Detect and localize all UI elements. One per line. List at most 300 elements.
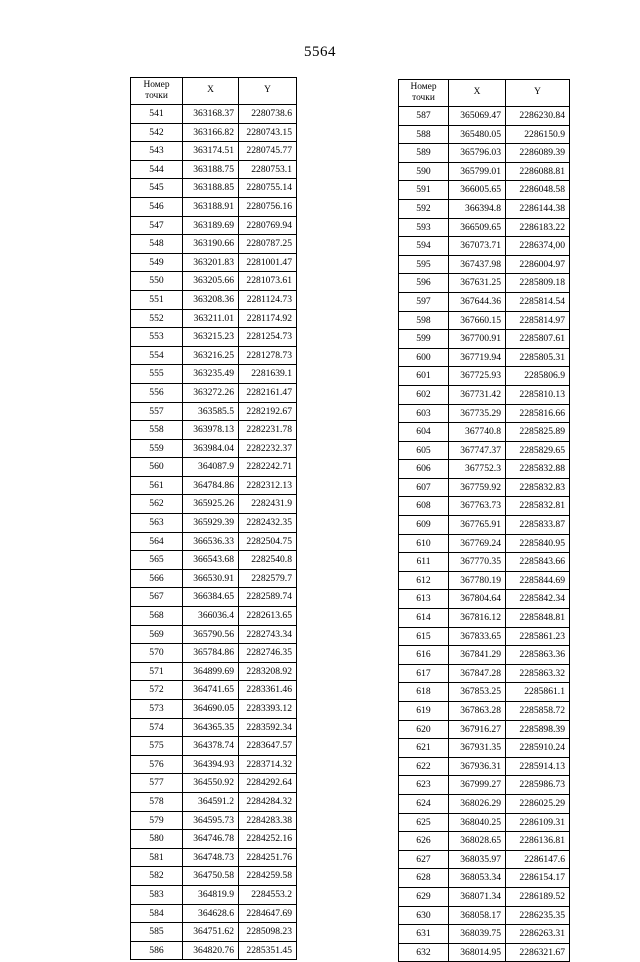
- table-row: [399, 646, 570, 665]
- point-number-cell: 592: [399, 199, 449, 218]
- table-row: [131, 755, 297, 774]
- point-number-cell: 584: [131, 904, 183, 923]
- table-row: [131, 514, 297, 533]
- y-coordinate-cell: 2286150.9: [506, 125, 570, 144]
- point-number-cell: 573: [131, 700, 183, 719]
- x-coordinate-cell: 364750.58: [183, 867, 239, 886]
- table-row: [399, 218, 570, 237]
- table-row: [399, 162, 570, 181]
- table-row: [131, 625, 297, 644]
- y-coordinate-cell: 2286263.31: [506, 925, 570, 944]
- point-number-cell: 554: [131, 346, 183, 365]
- table-row: [131, 253, 297, 272]
- x-coordinate-cell: 368040.25: [449, 813, 506, 832]
- y-coordinate-cell: 2285807.61: [506, 330, 570, 349]
- table-row: [399, 181, 570, 200]
- x-coordinate-cell: 366543.68: [183, 551, 239, 570]
- table-row: [131, 569, 297, 588]
- x-coordinate-cell: 367437.98: [449, 255, 506, 274]
- point-number-cell: 574: [131, 718, 183, 737]
- point-number-cell: 567: [131, 588, 183, 607]
- y-coordinate-cell: 2285810.13: [506, 385, 570, 404]
- table-row: [399, 385, 570, 404]
- x-coordinate-cell: 365796.03: [449, 144, 506, 163]
- point-number-cell: 601: [399, 367, 449, 386]
- y-coordinate-cell: 2286048.58: [506, 181, 570, 200]
- table-row: [399, 869, 570, 888]
- y-coordinate-cell: 2285843.66: [506, 553, 570, 572]
- table-row: [131, 551, 297, 570]
- table-row: [131, 848, 297, 867]
- table-row: [399, 237, 570, 256]
- x-coordinate-cell: 367752.3: [449, 460, 506, 479]
- point-number-cell: 629: [399, 887, 449, 906]
- point-number-cell: 626: [399, 832, 449, 851]
- y-coordinate-cell: 2285863.36: [506, 646, 570, 665]
- x-coordinate-cell: 367804.64: [449, 590, 506, 609]
- point-number-cell: 624: [399, 794, 449, 813]
- x-coordinate-cell: 367731.42: [449, 385, 506, 404]
- table-row: [399, 404, 570, 423]
- x-coordinate-cell: 367780.19: [449, 571, 506, 590]
- table-row: [399, 609, 570, 628]
- y-coordinate-cell: 2282192.67: [239, 402, 297, 421]
- table-header-row: [131, 78, 297, 105]
- x-coordinate-cell: 367747.37: [449, 441, 506, 460]
- point-number-cell: 621: [399, 739, 449, 758]
- table-row: [399, 757, 570, 776]
- table-row: [131, 309, 297, 328]
- point-number-cell: 614: [399, 609, 449, 628]
- table-row: [131, 346, 297, 365]
- point-number-cell: 559: [131, 439, 183, 458]
- table-row: [399, 367, 570, 386]
- point-number-cell: 541: [131, 105, 183, 124]
- point-number-cell: 597: [399, 292, 449, 311]
- point-number-cell: 580: [131, 830, 183, 849]
- point-number-cell: 617: [399, 664, 449, 683]
- x-coordinate-cell: 364746.78: [183, 830, 239, 849]
- table-row: [399, 534, 570, 553]
- point-number-cell: 618: [399, 683, 449, 702]
- point-number-cell: 549: [131, 253, 183, 272]
- y-coordinate-cell: 2286136.81: [506, 832, 570, 851]
- y-coordinate-cell: 2285914.13: [506, 757, 570, 776]
- x-coordinate-cell: 365925.26: [183, 495, 239, 514]
- x-coordinate-cell: 363201.83: [183, 253, 239, 272]
- y-coordinate-cell: 2285805.31: [506, 348, 570, 367]
- x-coordinate-cell: 366394.8: [449, 199, 506, 218]
- table-row: [131, 290, 297, 309]
- point-number-cell: 602: [399, 385, 449, 404]
- table-row: [399, 943, 570, 962]
- x-coordinate-cell: 367740.8: [449, 423, 506, 442]
- point-number-cell: 625: [399, 813, 449, 832]
- x-coordinate-cell: 363984.04: [183, 439, 239, 458]
- table-row: [131, 941, 297, 960]
- y-coordinate-cell: 2286374,00: [506, 237, 570, 256]
- table-row: [399, 664, 570, 683]
- point-number-cell: 603: [399, 404, 449, 423]
- x-coordinate-cell: 367841.29: [449, 646, 506, 665]
- header-point-number: Номер точки: [399, 80, 449, 107]
- y-coordinate-cell: 2280738.6: [239, 105, 297, 124]
- table-row: [131, 923, 297, 942]
- x-coordinate-cell: 368053.34: [449, 869, 506, 888]
- y-coordinate-cell: 2285986.73: [506, 776, 570, 795]
- y-coordinate-cell: 2282589.74: [239, 588, 297, 607]
- point-number-cell: 560: [131, 458, 183, 477]
- table-row: [399, 832, 570, 851]
- table-row: [399, 516, 570, 535]
- y-coordinate-cell: 2280755.14: [239, 179, 297, 198]
- table-row: [131, 235, 297, 254]
- y-coordinate-cell: 2285814.97: [506, 311, 570, 330]
- x-coordinate-cell: 363205.66: [183, 272, 239, 291]
- x-coordinate-cell: 368058.17: [449, 906, 506, 925]
- x-coordinate-cell: 366005.65: [449, 181, 506, 200]
- x-coordinate-cell: 367660.15: [449, 311, 506, 330]
- x-coordinate-cell: 366509.65: [449, 218, 506, 237]
- y-coordinate-cell: 2282231.78: [239, 421, 297, 440]
- point-number-cell: 623: [399, 776, 449, 795]
- table-row: [131, 272, 297, 291]
- table-row: [399, 255, 570, 274]
- point-number-cell: 579: [131, 811, 183, 830]
- table-row: [131, 495, 297, 514]
- point-number-cell: 565: [131, 551, 183, 570]
- y-coordinate-cell: 2283393.12: [239, 700, 297, 719]
- header-x: X: [183, 78, 239, 105]
- point-number-cell: 628: [399, 869, 449, 888]
- table-row: [399, 739, 570, 758]
- point-number-cell: 547: [131, 216, 183, 235]
- table-row: [131, 774, 297, 793]
- point-number-cell: 593: [399, 218, 449, 237]
- y-coordinate-cell: 2285840.95: [506, 534, 570, 553]
- point-number-cell: 611: [399, 553, 449, 572]
- table-row: [131, 700, 297, 719]
- x-coordinate-cell: 363215.23: [183, 328, 239, 347]
- y-coordinate-cell: 2284259.58: [239, 867, 297, 886]
- y-coordinate-cell: 2282540.8: [239, 551, 297, 570]
- x-coordinate-cell: 365929.39: [183, 514, 239, 533]
- x-coordinate-cell: 364751.62: [183, 923, 239, 942]
- table-row: [399, 125, 570, 144]
- x-coordinate-cell: 366036.4: [183, 607, 239, 626]
- y-coordinate-cell: 2281174.92: [239, 309, 297, 328]
- point-number-cell: 612: [399, 571, 449, 590]
- x-coordinate-cell: 365069.47: [449, 107, 506, 126]
- x-coordinate-cell: 364820.76: [183, 941, 239, 960]
- x-coordinate-cell: 367631.25: [449, 274, 506, 293]
- table-row: [131, 607, 297, 626]
- y-coordinate-cell: 2284283.38: [239, 811, 297, 830]
- point-number-cell: 543: [131, 142, 183, 161]
- y-coordinate-cell: 2286025.29: [506, 794, 570, 813]
- x-coordinate-cell: 363190.66: [183, 235, 239, 254]
- point-number-cell: 581: [131, 848, 183, 867]
- point-number-cell: 632: [399, 943, 449, 962]
- table-row: [399, 497, 570, 516]
- table-row: [131, 811, 297, 830]
- table-row: [131, 402, 297, 421]
- y-coordinate-cell: 2281073.61: [239, 272, 297, 291]
- point-number-cell: 552: [131, 309, 183, 328]
- x-coordinate-cell: 367770.35: [449, 553, 506, 572]
- table-row: [131, 904, 297, 923]
- point-number-cell: 575: [131, 737, 183, 756]
- x-coordinate-cell: 363188.75: [183, 160, 239, 179]
- x-coordinate-cell: 365799.01: [449, 162, 506, 181]
- point-number-cell: 561: [131, 476, 183, 495]
- point-number-cell: 619: [399, 702, 449, 721]
- point-number-cell: 600: [399, 348, 449, 367]
- table-row: [131, 197, 297, 216]
- y-coordinate-cell: 2282432.35: [239, 514, 297, 533]
- table-row: [399, 776, 570, 795]
- table-row: [399, 702, 570, 721]
- y-coordinate-cell: 2281124.73: [239, 290, 297, 309]
- table-row: [399, 925, 570, 944]
- table-row: [131, 160, 297, 179]
- table-row: [399, 794, 570, 813]
- x-coordinate-cell: 364595.73: [183, 811, 239, 830]
- table-row: [131, 421, 297, 440]
- y-coordinate-cell: 2286147.6: [506, 850, 570, 869]
- point-number-cell: 569: [131, 625, 183, 644]
- x-coordinate-cell: 363235.49: [183, 365, 239, 384]
- point-number-cell: 627: [399, 850, 449, 869]
- y-coordinate-cell: 2286230.84: [506, 107, 570, 126]
- y-coordinate-cell: 2286109.31: [506, 813, 570, 832]
- x-coordinate-cell: 368028.65: [449, 832, 506, 851]
- point-number-cell: 610: [399, 534, 449, 553]
- point-number-cell: 546: [131, 197, 183, 216]
- x-coordinate-cell: 364378.74: [183, 737, 239, 756]
- y-coordinate-cell: 2282746.35: [239, 644, 297, 663]
- x-coordinate-cell: 363216.25: [183, 346, 239, 365]
- y-coordinate-cell: 2283714.32: [239, 755, 297, 774]
- table-row: [399, 906, 570, 925]
- table-row: [399, 199, 570, 218]
- table-row: [399, 553, 570, 572]
- table-row: [131, 830, 297, 849]
- x-coordinate-cell: 364819.9: [183, 885, 239, 904]
- y-coordinate-cell: 2286089.39: [506, 144, 570, 163]
- x-coordinate-cell: 363189.69: [183, 216, 239, 235]
- x-coordinate-cell: 363208.36: [183, 290, 239, 309]
- x-coordinate-cell: 367863.28: [449, 702, 506, 721]
- y-coordinate-cell: 2283592.34: [239, 718, 297, 737]
- table-row: [399, 292, 570, 311]
- x-coordinate-cell: 363174.51: [183, 142, 239, 161]
- x-coordinate-cell: 364550.92: [183, 774, 239, 793]
- y-coordinate-cell: 2281001.47: [239, 253, 297, 272]
- point-number-cell: 588: [399, 125, 449, 144]
- point-number-cell: 548: [131, 235, 183, 254]
- table-row: [399, 274, 570, 293]
- x-coordinate-cell: 367725.93: [449, 367, 506, 386]
- y-coordinate-cell: 2282161.47: [239, 383, 297, 402]
- y-coordinate-cell: 2285848.81: [506, 609, 570, 628]
- table-row: [131, 328, 297, 347]
- x-coordinate-cell: 367073.71: [449, 237, 506, 256]
- y-coordinate-cell: 2286004.97: [506, 255, 570, 274]
- x-coordinate-cell: 366384.65: [183, 588, 239, 607]
- point-number-cell: 545: [131, 179, 183, 198]
- point-number-cell: 608: [399, 497, 449, 516]
- x-coordinate-cell: 367719.94: [449, 348, 506, 367]
- table-row: [399, 423, 570, 442]
- table-row: [399, 144, 570, 163]
- point-number-cell: 604: [399, 423, 449, 442]
- y-coordinate-cell: 2286235.35: [506, 906, 570, 925]
- table-row: [131, 476, 297, 495]
- y-coordinate-cell: 2280787.25: [239, 235, 297, 254]
- x-coordinate-cell: 364741.65: [183, 681, 239, 700]
- point-number-cell: 563: [131, 514, 183, 533]
- table-row: [399, 683, 570, 702]
- y-coordinate-cell: 2284252.16: [239, 830, 297, 849]
- point-number-cell: 589: [399, 144, 449, 163]
- x-coordinate-cell: 363188.91: [183, 197, 239, 216]
- y-coordinate-cell: 2285098.23: [239, 923, 297, 942]
- y-coordinate-cell: 2285898.39: [506, 720, 570, 739]
- x-coordinate-cell: 364748.73: [183, 848, 239, 867]
- point-number-cell: 544: [131, 160, 183, 179]
- table-header-row: [399, 80, 570, 107]
- x-coordinate-cell: 363168.37: [183, 105, 239, 124]
- y-coordinate-cell: 2281639.1: [239, 365, 297, 384]
- point-number-cell: 587: [399, 107, 449, 126]
- y-coordinate-cell: 2280753.1: [239, 160, 297, 179]
- table-row: [131, 737, 297, 756]
- point-number-cell: 564: [131, 532, 183, 551]
- x-coordinate-cell: 368014.95: [449, 943, 506, 962]
- table-row: [131, 718, 297, 737]
- point-number-cell: 570: [131, 644, 183, 663]
- table-row: [131, 458, 297, 477]
- y-coordinate-cell: 2285832.88: [506, 460, 570, 479]
- table-row: [131, 105, 297, 124]
- point-number-cell: 582: [131, 867, 183, 886]
- y-coordinate-cell: 2281254.73: [239, 328, 297, 347]
- x-coordinate-cell: 367847.28: [449, 664, 506, 683]
- table-row: [399, 571, 570, 590]
- y-coordinate-cell: 2284251.76: [239, 848, 297, 867]
- point-number-cell: 631: [399, 925, 449, 944]
- y-coordinate-cell: 2285809.18: [506, 274, 570, 293]
- table-row: [399, 887, 570, 906]
- y-coordinate-cell: 2286189.52: [506, 887, 570, 906]
- point-number-cell: 550: [131, 272, 183, 291]
- point-number-cell: 566: [131, 569, 183, 588]
- table-row: [399, 850, 570, 869]
- y-coordinate-cell: 2285814.54: [506, 292, 570, 311]
- point-number-cell: 598: [399, 311, 449, 330]
- y-coordinate-cell: 2282579.7: [239, 569, 297, 588]
- y-coordinate-cell: 2283361.46: [239, 681, 297, 700]
- x-coordinate-cell: 365784.86: [183, 644, 239, 663]
- y-coordinate-cell: 2285861.1: [506, 683, 570, 702]
- table-row: [131, 644, 297, 663]
- point-number-cell: 583: [131, 885, 183, 904]
- point-number-cell: 630: [399, 906, 449, 925]
- y-coordinate-cell: 2284647.69: [239, 904, 297, 923]
- y-coordinate-cell: 2280745.77: [239, 142, 297, 161]
- table-row: [131, 216, 297, 235]
- x-coordinate-cell: 367833.65: [449, 627, 506, 646]
- point-number-cell: 571: [131, 662, 183, 681]
- x-coordinate-cell: 367853.25: [449, 683, 506, 702]
- point-number-cell: 557: [131, 402, 183, 421]
- x-coordinate-cell: 364690.05: [183, 700, 239, 719]
- y-coordinate-cell: 2285863.32: [506, 664, 570, 683]
- y-coordinate-cell: 2285910.24: [506, 739, 570, 758]
- point-number-cell: 595: [399, 255, 449, 274]
- table-row: [131, 867, 297, 886]
- table-row: [131, 179, 297, 198]
- point-number-cell: 542: [131, 123, 183, 142]
- x-coordinate-cell: 367759.92: [449, 478, 506, 497]
- point-number-cell: 606: [399, 460, 449, 479]
- y-coordinate-cell: 2281278.73: [239, 346, 297, 365]
- x-coordinate-cell: 368039.75: [449, 925, 506, 944]
- point-number-cell: 613: [399, 590, 449, 609]
- y-coordinate-cell: 2284553.2: [239, 885, 297, 904]
- point-number-cell: 615: [399, 627, 449, 646]
- table-row: [131, 365, 297, 384]
- point-number-cell: 572: [131, 681, 183, 700]
- x-coordinate-cell: 367916.27: [449, 720, 506, 739]
- table-row: [131, 383, 297, 402]
- y-coordinate-cell: 2280769.94: [239, 216, 297, 235]
- point-number-cell: 605: [399, 441, 449, 460]
- x-coordinate-cell: 364899.69: [183, 662, 239, 681]
- x-coordinate-cell: 367765.91: [449, 516, 506, 535]
- table-row: [131, 142, 297, 161]
- y-coordinate-cell: 2282232.37: [239, 439, 297, 458]
- point-number-cell: 607: [399, 478, 449, 497]
- x-coordinate-cell: 364784.86: [183, 476, 239, 495]
- page-number: 5564: [304, 44, 336, 60]
- table-row: [131, 439, 297, 458]
- x-coordinate-cell: 364087.9: [183, 458, 239, 477]
- coordinates-table-right: [398, 79, 570, 962]
- x-coordinate-cell: 364628.6: [183, 904, 239, 923]
- y-coordinate-cell: 2285816.66: [506, 404, 570, 423]
- table-row: [399, 107, 570, 126]
- coordinates-table-left: [130, 77, 297, 960]
- y-coordinate-cell: 2282504.75: [239, 532, 297, 551]
- table-row: [399, 330, 570, 349]
- x-coordinate-cell: 364394.93: [183, 755, 239, 774]
- y-coordinate-cell: 2285825.89: [506, 423, 570, 442]
- header-point-number: Номер точки: [131, 78, 183, 105]
- y-coordinate-cell: 2286144.38: [506, 199, 570, 218]
- y-coordinate-cell: 2286321.67: [506, 943, 570, 962]
- point-number-cell: 568: [131, 607, 183, 626]
- y-coordinate-cell: 2285351.45: [239, 941, 297, 960]
- table-row: [131, 123, 297, 142]
- point-number-cell: 586: [131, 941, 183, 960]
- y-coordinate-cell: 2283647.57: [239, 737, 297, 756]
- table-row: [399, 720, 570, 739]
- y-coordinate-cell: 2285844.69: [506, 571, 570, 590]
- table-row: [399, 460, 570, 479]
- x-coordinate-cell: 363978.13: [183, 421, 239, 440]
